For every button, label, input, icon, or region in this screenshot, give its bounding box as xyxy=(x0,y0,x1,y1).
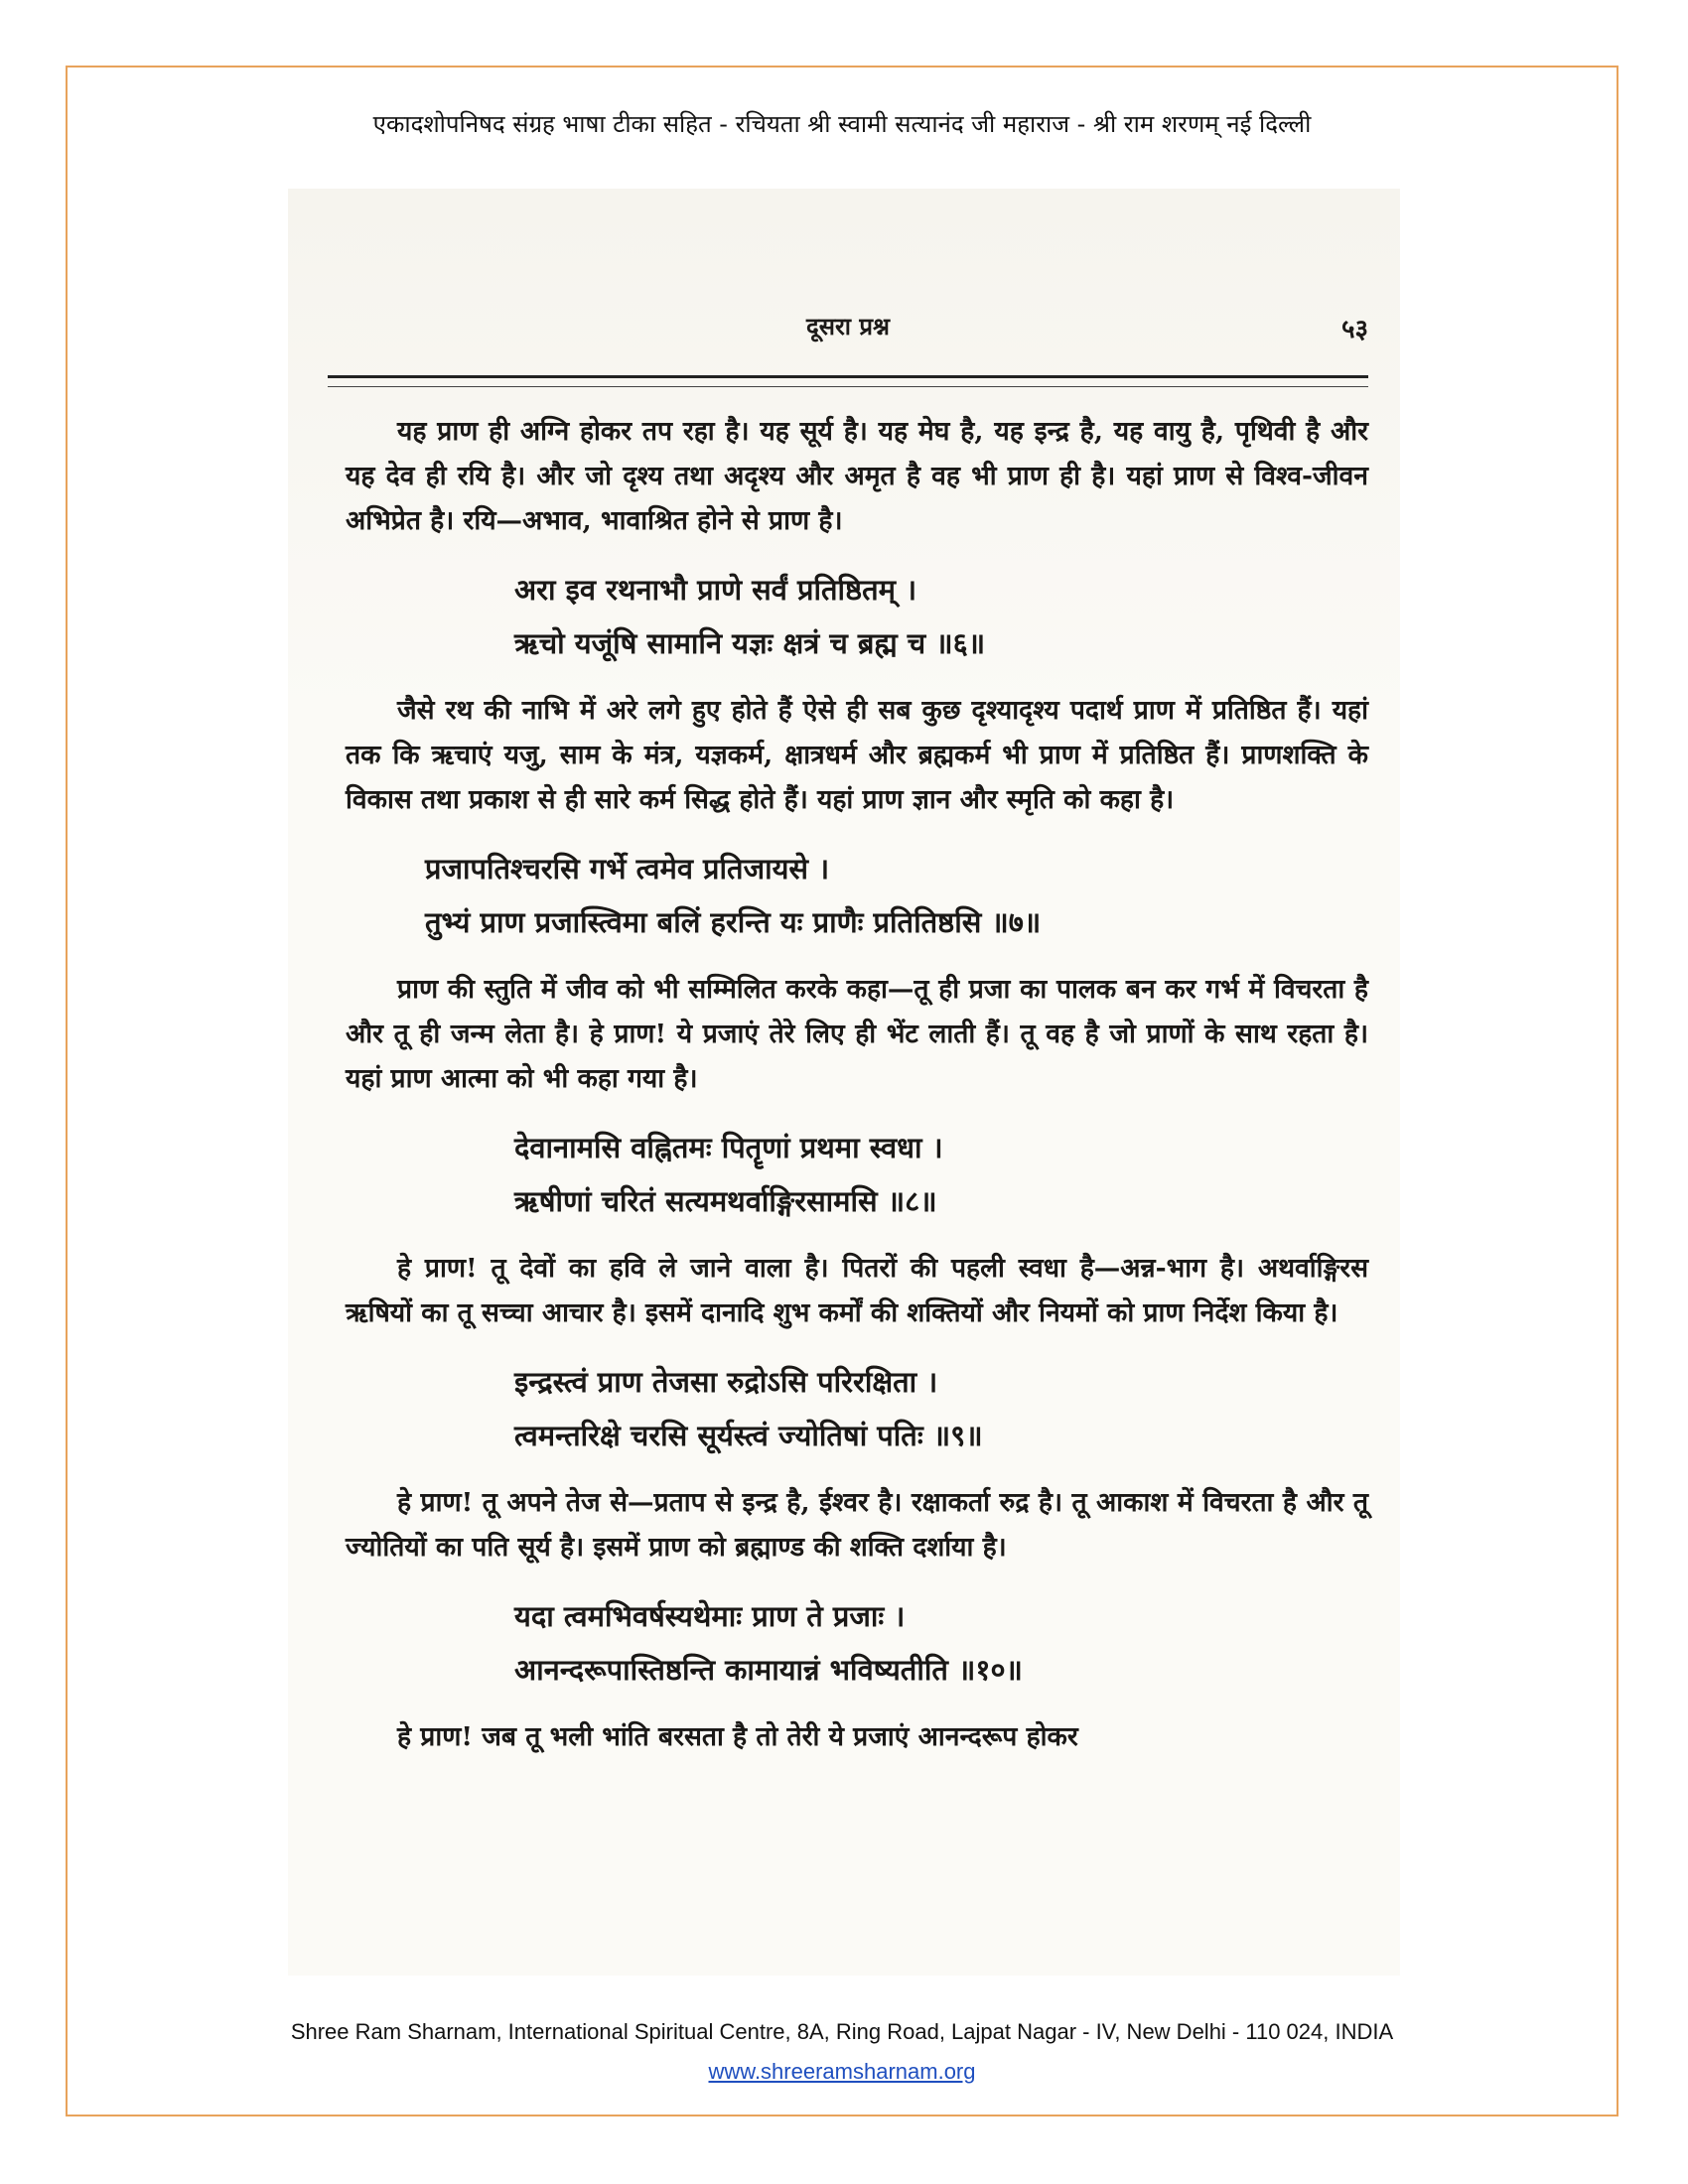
running-head xyxy=(328,310,1368,345)
commentary-paragraph: हे प्राण! जब तू भली भांति बरसता है तो तेरी ये प्रजाएं आनन्दरूप होकर xyxy=(397,1721,1078,1752)
page-number: ५३ xyxy=(1340,315,1368,344)
commentary-paragraph: जैसे रथ की नाभि में अरे लगे हुए होते हैं ऐसे ही सब कुछ दृश्यादृश्य पदार्थ प्राण में प्रतिष्ठित हैं। यहां तक कि ऋचाएं यजु, साम के मंत्र, यज्ञकर्म, क्षात्रधर्म और ब्रह्मकर्म भी प्राण में प्रतिष्ठित हैं। प्राणशक्ति के विकास तथा प्रकाश से ही सारे कर्म सिद्ध होते हैं। यहां प्राण ज्ञान और स्मृति को कहा है। xyxy=(346,695,1368,815)
verse-9 xyxy=(346,1355,1368,1462)
verse-10 xyxy=(346,1589,1368,1697)
verse-7 xyxy=(346,842,1368,949)
commentary-paragraph: हे प्राण! तू देवों का हवि ले जाने वाला है। पितरों की पहली स्वधा है—अन्न-भाग है। अथर्वाङ्गिरस ऋषियों का तू सच्चा आचार है। इसमें दानादि शुभ कर्मों की शक्तियों और नियमों को प्राण निर्देश किया है। xyxy=(346,1253,1368,1328)
commentary-paragraph: प्राण की स्तुति में जीव को भी सम्मिलित करके कहा—तू ही प्रजा का पालक बन कर गर्भ में विचरता है और तू ही जन्म लेता है। हे प्राण! ये प्रजाएं तेरे लिए ही भेंट लाती हैं। तू वह है जो प्राणों के साथ रहता है। यहां प्राण आत्मा को भी कहा गया है। xyxy=(346,974,1368,1094)
website-link[interactable]: www.shreeramsharnam.org xyxy=(708,2059,976,2084)
commentary-paragraph: हे प्राण! तू अपने तेज से—प्रताप से इन्द्र है, ईश्वर है। रक्षाकर्ता रुद्र है। तू आकाश में विचरता है और तू ज्योतियों का पति सूर्य है। इसमें प्राण को ब्रह्माण्ड की शक्ति दर्शाया है। xyxy=(346,1487,1368,1563)
verse-6 xyxy=(346,563,1368,670)
verse-line: त्वमन्तरिक्षे चरसि सूर्यस्त्वं ज्योतिषां पतिः ॥९॥ xyxy=(514,1419,983,1452)
verse-line: आनन्दरूपास्तिष्ठन्ति कामायान्नं भविष्यतीति ॥१०॥ xyxy=(514,1653,1023,1687)
verse-line: इन्द्रस्त्वं प्राण तेजसा रुद्रोऽसि परिरक्षिता । xyxy=(514,1365,938,1399)
footer-website xyxy=(66,2059,1618,2085)
commentary-paragraph: यह प्राण ही अग्नि होकर तप रहा है। यह सूर्य है। यह मेघ है, यह इन्द्र है, यह वायु है, पृथिवी है और यह देव ही रयि है। और जो दृश्य तथा अदृश्य और अमृत है वह भी प्राण ही है। यहां प्राण से विश्व-जीवन अभिप्रेत है। रयि—अभाव, भावाश्रित होने से प्राण है। xyxy=(346,416,1368,536)
verse-line: ऋषीणां चरितं सत्यमथर्वाङ्गिरसामसि ॥८॥ xyxy=(514,1184,937,1218)
document-header: एकादशोपनिषद संग्रह भाषा टीका सहित - रचियता श्री स्वामी सत्यानंद जी महाराज - श्री राम शरणम् नई दिल्ली xyxy=(372,110,1312,138)
verse-8 xyxy=(346,1121,1368,1228)
verse-line: ऋचो यजूंषि सामानि यज्ञः क्षत्रं च ब्रह्म च ॥६॥ xyxy=(514,626,986,660)
verse-line: प्रजापतिश्चरसि गर्भे त्वमेव प्रतिजायसे । xyxy=(425,852,830,886)
running-title: दूसरा प्रश्न xyxy=(806,312,890,341)
verse-line: देवानामसि वह्नितमः पितॄणां प्रथमा स्वधा । xyxy=(514,1131,943,1164)
verse-line: अरा इव रथनाभौ प्राणे सर्वं प्रतिष्ठितम् । xyxy=(514,573,917,607)
footer-address: Shree Ram Sharnam, International Spiritual Centre, 8A, Ring Road, Lajpat Nagar - IV, New Delhi - 110 024, INDIA xyxy=(290,2019,1394,2044)
verse-line: तुभ्यं प्राण प्रजास्त्विमा बलिं हरन्ति यः प्राणैः प्रतितिष्ठसि ॥७॥ xyxy=(425,905,1042,939)
verse-line: यदा त्वमभिवर्षस्यथेमाः प्राण ते प्रजाः । xyxy=(514,1599,906,1633)
header-rule xyxy=(328,375,1368,387)
page-body xyxy=(346,409,1368,1773)
